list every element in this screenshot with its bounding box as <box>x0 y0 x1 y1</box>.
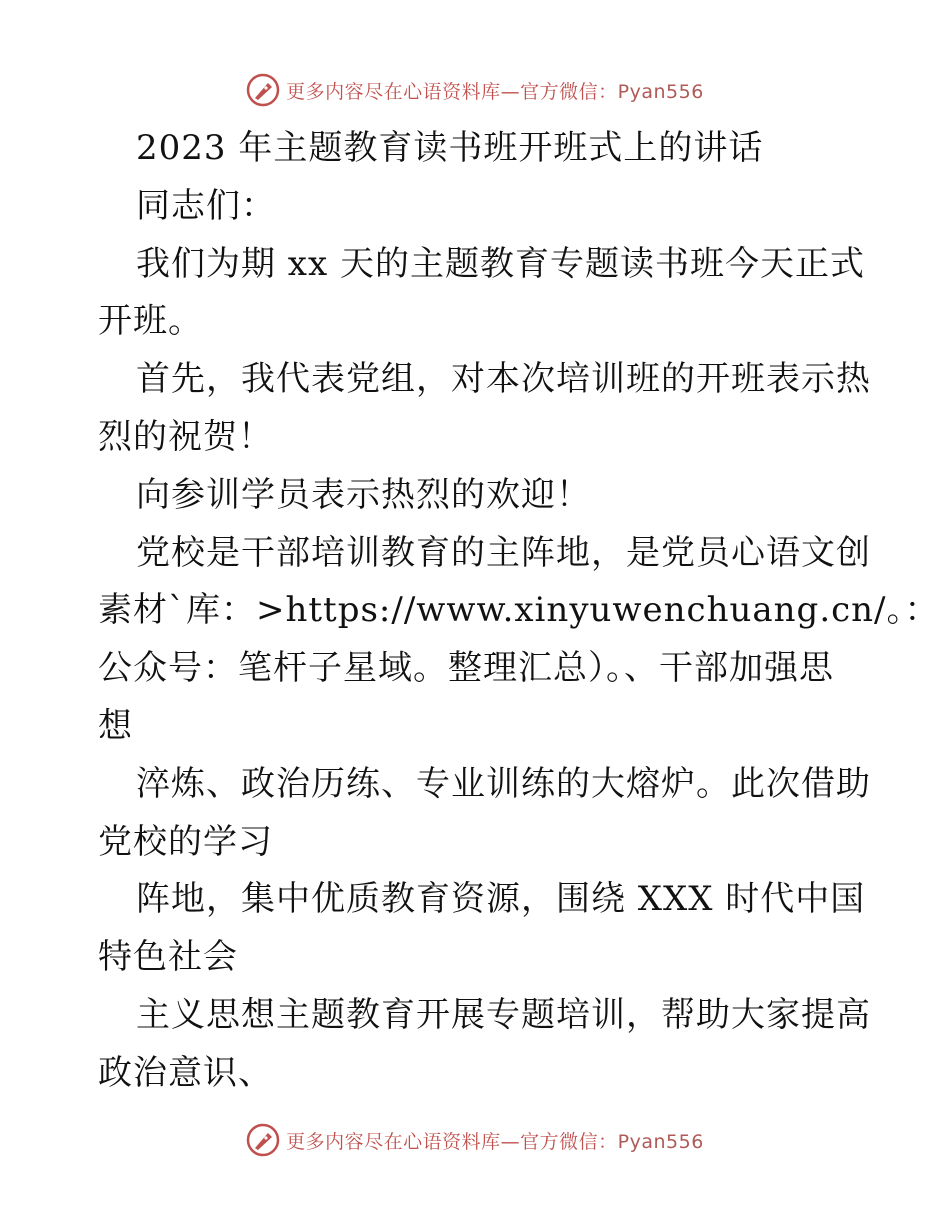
paragraph-line: 政治意识、 <box>98 1052 273 1093</box>
paragraph-line: 开班。 <box>98 301 203 342</box>
pen-nib-logo-icon <box>246 73 280 107</box>
paragraph-line: 主义思想主题教育开展专题培训，帮助大家提高 <box>136 994 871 1035</box>
wechat-id: Pyan556 <box>617 1130 704 1153</box>
document-title: 2023 年主题教育读书班开班式上的讲话 <box>136 128 764 168</box>
paragraph-line: 向参训学员表示热烈的欢迎！ <box>136 474 591 515</box>
document-body <box>98 120 940 1103</box>
wechat-id: Pyan556 <box>617 80 704 103</box>
paragraph-line: 想 <box>98 705 133 746</box>
paragraph-line: 党校是干部培训教育的主阵地，是党员心语文创 <box>136 532 871 573</box>
paragraph-line: 阵地，集中优质教育资源，围绕 XXX 时代中国 <box>136 879 866 920</box>
pen-nib-logo-icon <box>246 1123 280 1157</box>
paragraph-line: 党校的学习 <box>98 821 273 862</box>
paragraph-line: 素材`库：>https://www.xinyuwenchuang.cn/。： <box>98 590 940 631</box>
paragraph-line: 特色社会 <box>98 937 238 978</box>
paragraph-line: 烈的祝贺！ <box>98 416 273 457</box>
paragraph-line: 我们为期 xx 天的主题教育专题读书班今天正式 <box>136 243 865 284</box>
banner-text: 更多内容尽在心语资料库—官方微信：Pyan556 <box>286 1130 704 1153</box>
salutation: 同志们： <box>136 185 276 226</box>
paragraph-line: 淬炼、政治历练、专业训练的大熔炉。此次借助 <box>136 763 871 804</box>
paragraph-line: 首先，我代表党组，对本次培训班的开班表示热 <box>136 359 871 400</box>
paragraph-line: 公众号：笔杆子星域。整理汇总）。、干部加强思 <box>98 648 834 689</box>
header-banner <box>0 70 950 110</box>
footer-banner <box>0 1120 950 1160</box>
banner-text: 更多内容尽在心语资料库—官方微信：Pyan556 <box>286 80 704 103</box>
